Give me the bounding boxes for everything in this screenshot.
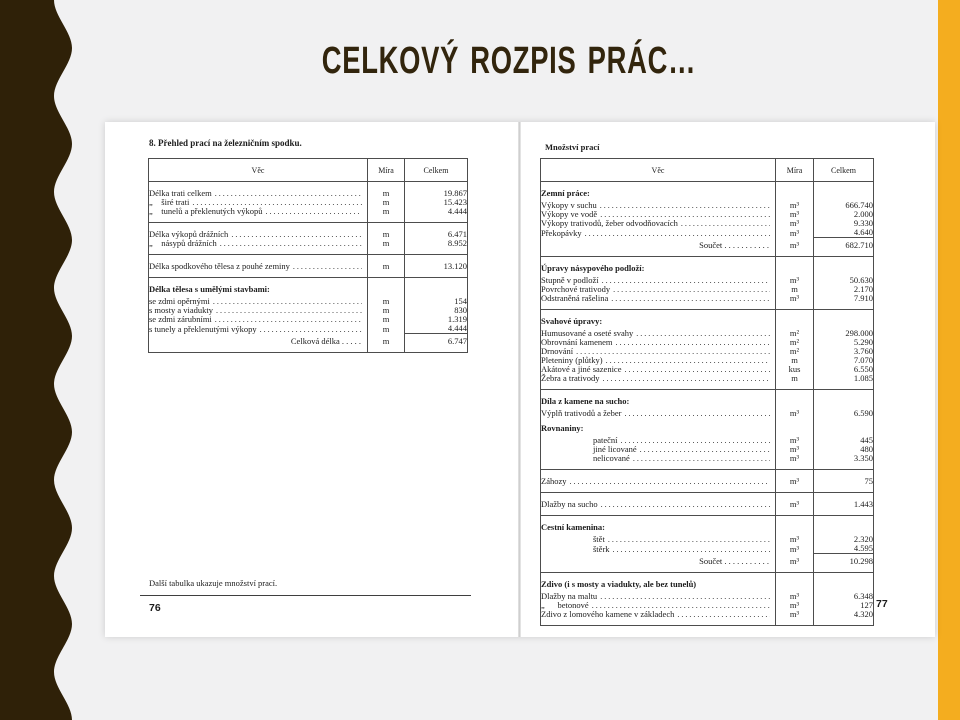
row-label: Úpravy násypového podloží: xyxy=(541,263,645,273)
row-label: Součet . . . . . . . . . . . xyxy=(699,556,769,566)
cell-unit xyxy=(776,310,814,330)
cell-item xyxy=(541,238,776,257)
row-label: Žebra a trativody xyxy=(541,373,600,383)
cell-value: 3.760 xyxy=(853,346,873,356)
cell-value: 1.319 xyxy=(447,314,467,324)
cell-item xyxy=(541,219,776,228)
dotted-leader xyxy=(266,207,362,216)
row-label: Délka tělesa s umělými stavbami: xyxy=(149,284,270,294)
cell-unit: m² xyxy=(776,338,814,347)
cell-item xyxy=(541,182,776,202)
cell-item xyxy=(149,255,368,278)
cell-item xyxy=(541,544,776,554)
cell-unit: m xyxy=(368,207,405,223)
dotted-leader xyxy=(681,219,770,228)
cell-item xyxy=(541,436,776,445)
right-accent-bar xyxy=(938,0,960,720)
wave-shape xyxy=(0,0,72,720)
dotted-leader xyxy=(585,229,770,238)
scanned-book-spread xyxy=(105,122,935,637)
column-header-item: Věc xyxy=(149,159,368,182)
table-row xyxy=(149,334,468,353)
dotted-leader xyxy=(231,230,362,239)
cell-value: 75 xyxy=(814,470,874,493)
cell-value xyxy=(814,573,874,593)
cell-unit xyxy=(776,418,814,436)
table-row xyxy=(541,338,874,347)
cell-unit: m xyxy=(368,306,405,315)
table-row xyxy=(541,516,874,536)
book-page-left xyxy=(105,122,520,637)
row-label: Drnování xyxy=(541,346,574,356)
table-row xyxy=(541,544,874,554)
dotted-leader xyxy=(640,445,770,454)
cell-unit: m xyxy=(368,297,405,306)
dotted-leader xyxy=(215,315,362,324)
slide-title: CELKOVÝ ROZPIS PRÁC… xyxy=(321,40,697,82)
cell-unit: m³ xyxy=(776,535,814,544)
table-row xyxy=(541,182,874,202)
cell-item xyxy=(149,207,368,223)
row-label: Dlažby na sucho xyxy=(541,499,598,509)
cell-unit: m xyxy=(368,198,405,207)
cell-unit xyxy=(776,257,814,277)
cell-value xyxy=(814,182,874,202)
cell-unit: m³ xyxy=(776,210,814,219)
dotted-leader xyxy=(260,325,362,334)
table-row xyxy=(541,219,874,228)
cell-unit: m³ xyxy=(776,276,814,285)
cell-value: 50.630 xyxy=(849,275,873,285)
cell-value: 7.070 xyxy=(853,355,873,365)
cell-value: 6.590 xyxy=(853,408,873,418)
row-label: Rovnaniny: xyxy=(541,423,584,433)
cell-value: 4.444 xyxy=(447,206,467,216)
table-row xyxy=(541,390,874,410)
cell-unit: m³ xyxy=(776,592,814,601)
table-row xyxy=(541,238,874,257)
cell-value: 4.444 xyxy=(447,323,467,333)
table-row xyxy=(541,310,874,330)
dotted-leader xyxy=(606,356,770,365)
cell-item xyxy=(541,493,776,516)
cell-item xyxy=(541,409,776,418)
cell-unit: m³ xyxy=(776,219,814,228)
table-row xyxy=(541,374,874,390)
cell-value: 127 xyxy=(860,600,873,610)
row-label: Obrovnání kamenem xyxy=(541,337,613,347)
row-label: Odstraněná rašelina xyxy=(541,293,609,303)
dotted-leader xyxy=(611,294,770,303)
cell-item xyxy=(149,278,368,298)
table-row xyxy=(149,207,468,223)
cell-value xyxy=(814,418,874,436)
cell-unit: m² xyxy=(776,329,814,338)
table-row xyxy=(149,324,468,334)
table-row xyxy=(149,315,468,324)
dotted-leader xyxy=(600,592,770,601)
column-header-total: Celkem xyxy=(405,159,468,182)
row-label: Humusované a oseté svahy xyxy=(541,328,634,338)
cell-value: 3.350 xyxy=(853,453,873,463)
works-overview-table xyxy=(148,158,468,353)
dotted-leader xyxy=(576,347,770,356)
row-label: Délka výkopů drážních xyxy=(149,229,229,239)
row-label: Akátové a jiné sazenice xyxy=(541,364,622,374)
cell-value: 4.640 xyxy=(853,227,873,237)
table-row xyxy=(541,436,874,445)
table-row xyxy=(149,239,468,255)
cell-unit: m³ xyxy=(776,294,814,310)
dotted-leader xyxy=(636,329,770,338)
cell-item xyxy=(541,374,776,390)
table-row xyxy=(541,554,874,573)
book-page-right xyxy=(520,122,935,637)
table-row xyxy=(541,493,874,516)
table-row xyxy=(541,535,874,544)
cell-unit xyxy=(776,516,814,536)
cell-unit: m³ xyxy=(776,436,814,445)
cell-value: 13.120 xyxy=(405,255,468,278)
cell-item xyxy=(541,454,776,470)
cell-unit: m³ xyxy=(776,601,814,610)
cell-value: 2.000 xyxy=(853,209,873,219)
cell-item xyxy=(541,228,776,238)
cell-unit: m xyxy=(368,324,405,334)
row-label: Délka spodkového tělesa z pouhé zeminy xyxy=(149,261,290,271)
row-label: nelicované xyxy=(593,453,630,463)
cell-value: 5.290 xyxy=(853,337,873,347)
cell-item xyxy=(149,315,368,324)
cell-value xyxy=(814,310,874,330)
cell-value: 445 xyxy=(860,435,873,445)
cell-item xyxy=(541,418,776,436)
cell-unit: m³ xyxy=(776,554,814,573)
row-label: Zdivo z lomového kamene v základech xyxy=(541,609,675,619)
row-label: s tunely a překlenutými výkopy xyxy=(149,323,257,334)
book-gutter xyxy=(518,122,521,637)
dotted-leader xyxy=(216,306,362,315)
table-row xyxy=(149,223,468,240)
cell-unit: m³ xyxy=(776,610,814,626)
dotted-leader xyxy=(624,409,770,418)
footer-note: Další tabulka ukazuje množství prací. xyxy=(149,578,278,588)
row-label: Výkopy v suchu xyxy=(541,200,597,210)
row-label: s mosty a viadukty xyxy=(149,305,213,315)
cell-value: 298.000 xyxy=(845,328,873,338)
row-label: Výkopy trativodů, žeber odvodňovacích xyxy=(541,218,678,228)
dotted-leader xyxy=(293,262,362,271)
row-label: pateční xyxy=(593,435,618,445)
cell-unit xyxy=(776,573,814,593)
cell-value: 2.170 xyxy=(853,284,873,294)
table-row xyxy=(541,592,874,601)
table-body xyxy=(541,182,874,626)
cell-unit: m xyxy=(776,356,814,365)
cell-item xyxy=(541,516,776,536)
cell-item xyxy=(541,610,776,626)
dotted-leader xyxy=(213,297,362,306)
row-label: se zdmi opěrnými xyxy=(149,296,210,306)
cell-item xyxy=(541,294,776,310)
table-row xyxy=(541,228,874,238)
cell-value: 2.320 xyxy=(853,534,873,544)
cell-item xyxy=(541,445,776,454)
dotted-leader xyxy=(621,436,770,445)
table-row xyxy=(541,470,874,493)
cell-unit: m xyxy=(368,334,405,353)
cell-unit xyxy=(776,182,814,202)
row-label: Délka trati celkem xyxy=(149,188,212,198)
column-header-total: Celkem xyxy=(814,159,874,182)
dotted-leader xyxy=(613,285,770,294)
row-label: „ násypů drážních xyxy=(149,238,217,248)
table-header-row xyxy=(149,159,468,182)
dotted-leader xyxy=(601,500,770,509)
footer-rule xyxy=(140,595,471,596)
cell-value: 4.595 xyxy=(853,543,873,553)
table-row xyxy=(149,182,468,199)
cell-unit: m xyxy=(368,315,405,324)
row-label: Výplň trativodů a žeber xyxy=(541,408,622,418)
cell-value xyxy=(814,516,874,536)
table-row xyxy=(541,573,874,593)
title-block xyxy=(80,42,938,80)
cell-item xyxy=(541,390,776,410)
page-number-left: 76 xyxy=(149,602,161,614)
row-label: Pleteniny (plůtky) xyxy=(541,355,603,365)
row-label: Stupně v podloží xyxy=(541,275,599,285)
cell-unit xyxy=(368,278,405,298)
row-label: štět xyxy=(593,534,605,544)
cell-value: 1.085 xyxy=(853,373,873,383)
cell-item xyxy=(541,310,776,330)
cell-value: 8.952 xyxy=(447,238,467,248)
dotted-leader xyxy=(215,189,362,198)
row-label: Cestní kamenina: xyxy=(541,522,605,532)
table-row xyxy=(541,610,874,626)
cell-value: 4.320 xyxy=(853,609,873,619)
cell-unit: m xyxy=(776,285,814,294)
table-row xyxy=(541,257,874,277)
column-header-unit: Míra xyxy=(776,159,814,182)
row-label: „ širé trati xyxy=(149,197,190,207)
row-label: Zemní práce: xyxy=(541,188,590,198)
cell-item xyxy=(541,338,776,347)
table-row xyxy=(541,454,874,470)
cell-item xyxy=(541,257,776,277)
cell-unit: m³ xyxy=(776,409,814,418)
cell-item xyxy=(541,554,776,573)
cell-value: 6.747 xyxy=(405,334,468,353)
cell-item xyxy=(149,182,368,199)
table-body xyxy=(149,182,468,353)
cell-unit: m³ xyxy=(776,470,814,493)
cell-unit: m xyxy=(368,182,405,199)
row-label: Výkopy ve vodě xyxy=(541,209,598,219)
dotted-leader xyxy=(603,374,770,383)
dotted-leader xyxy=(613,545,770,554)
cell-unit: m³ xyxy=(776,228,814,238)
table-header-row xyxy=(541,159,874,182)
dotted-leader xyxy=(220,239,362,248)
row-label: „ tunelů a překlenutých výkopů xyxy=(149,206,263,216)
table-row xyxy=(149,278,468,298)
cell-value: 19.867 xyxy=(443,188,467,198)
cell-unit: m xyxy=(368,223,405,240)
cell-value xyxy=(814,257,874,277)
cell-value xyxy=(814,390,874,410)
right-page-heading: Množství prací xyxy=(545,142,600,152)
dotted-leader xyxy=(600,201,770,210)
cell-unit: m² xyxy=(776,347,814,356)
cell-value: 666.740 xyxy=(845,200,873,210)
cell-value: 6.471 xyxy=(405,223,468,240)
cell-value: 480 xyxy=(860,444,873,454)
cell-value: 15.423 xyxy=(443,197,467,207)
dotted-leader xyxy=(570,477,771,486)
cell-value: 6.550 xyxy=(853,364,873,374)
row-label: Povrchové trativody xyxy=(541,284,611,294)
dotted-leader xyxy=(633,454,770,463)
table-row xyxy=(541,445,874,454)
dotted-leader xyxy=(616,338,770,347)
cell-unit: kus xyxy=(776,365,814,374)
row-label: štěrk xyxy=(593,543,610,554)
cell-value: 6.348 xyxy=(853,591,873,601)
cell-item xyxy=(541,470,776,493)
cell-value: 7.910 xyxy=(853,293,873,303)
left-page-heading: 8. Přehled prací na železničním spodku. xyxy=(149,138,302,148)
cell-unit: m xyxy=(776,374,814,390)
column-header-unit: Míra xyxy=(368,159,405,182)
row-label: Záhozy xyxy=(541,476,567,486)
row-label: Celková délka . . . . . xyxy=(290,336,361,346)
cell-unit: m xyxy=(368,239,405,255)
row-label: Díla z kamene na sucho: xyxy=(541,396,630,406)
cell-value: 10.298 xyxy=(814,554,874,573)
quantities-table xyxy=(540,158,874,626)
cell-value: 1.443 xyxy=(814,493,874,516)
cell-unit: m³ xyxy=(776,238,814,257)
row-label: jiné licované xyxy=(593,444,637,454)
cell-unit: m³ xyxy=(776,454,814,470)
cell-item xyxy=(149,223,368,240)
cell-item xyxy=(149,324,368,334)
row-label: Překopávky xyxy=(541,227,582,238)
row-label: Zdivo (i s mosty a viadukty, ale bez tunelů) xyxy=(541,579,697,589)
row-label: se zdmi zárubními xyxy=(149,314,212,324)
column-header-item: Věc xyxy=(541,159,776,182)
cell-unit: m³ xyxy=(776,445,814,454)
left-wave-decoration xyxy=(0,0,80,720)
cell-unit xyxy=(776,390,814,410)
table-row xyxy=(541,409,874,418)
cell-item xyxy=(541,535,776,544)
dotted-leader xyxy=(602,276,770,285)
row-label: „ betonové xyxy=(541,600,589,610)
dotted-leader xyxy=(677,610,770,619)
table-row xyxy=(149,255,468,278)
cell-unit: m³ xyxy=(776,201,814,210)
cell-value: 682.710 xyxy=(814,238,874,257)
cell-unit: m³ xyxy=(776,493,814,516)
page-number-right: 77 xyxy=(876,598,888,610)
cell-item xyxy=(541,573,776,593)
cell-item xyxy=(149,334,368,353)
row-label: Dlažby na maltu xyxy=(541,591,598,601)
dotted-leader xyxy=(608,535,770,544)
cell-value: 830 xyxy=(454,305,467,315)
cell-unit: m xyxy=(368,255,405,278)
row-label: Svahové úpravy: xyxy=(541,316,603,326)
cell-value: 9.330 xyxy=(853,218,873,228)
cell-value: 154 xyxy=(454,296,467,306)
row-label: Součet . . . . . . . . . . . xyxy=(699,240,769,250)
cell-item xyxy=(149,239,368,255)
table-row xyxy=(541,418,874,436)
cell-unit: m³ xyxy=(776,544,814,554)
table-row xyxy=(541,294,874,310)
cell-value xyxy=(405,278,468,298)
dotted-leader xyxy=(624,365,770,374)
